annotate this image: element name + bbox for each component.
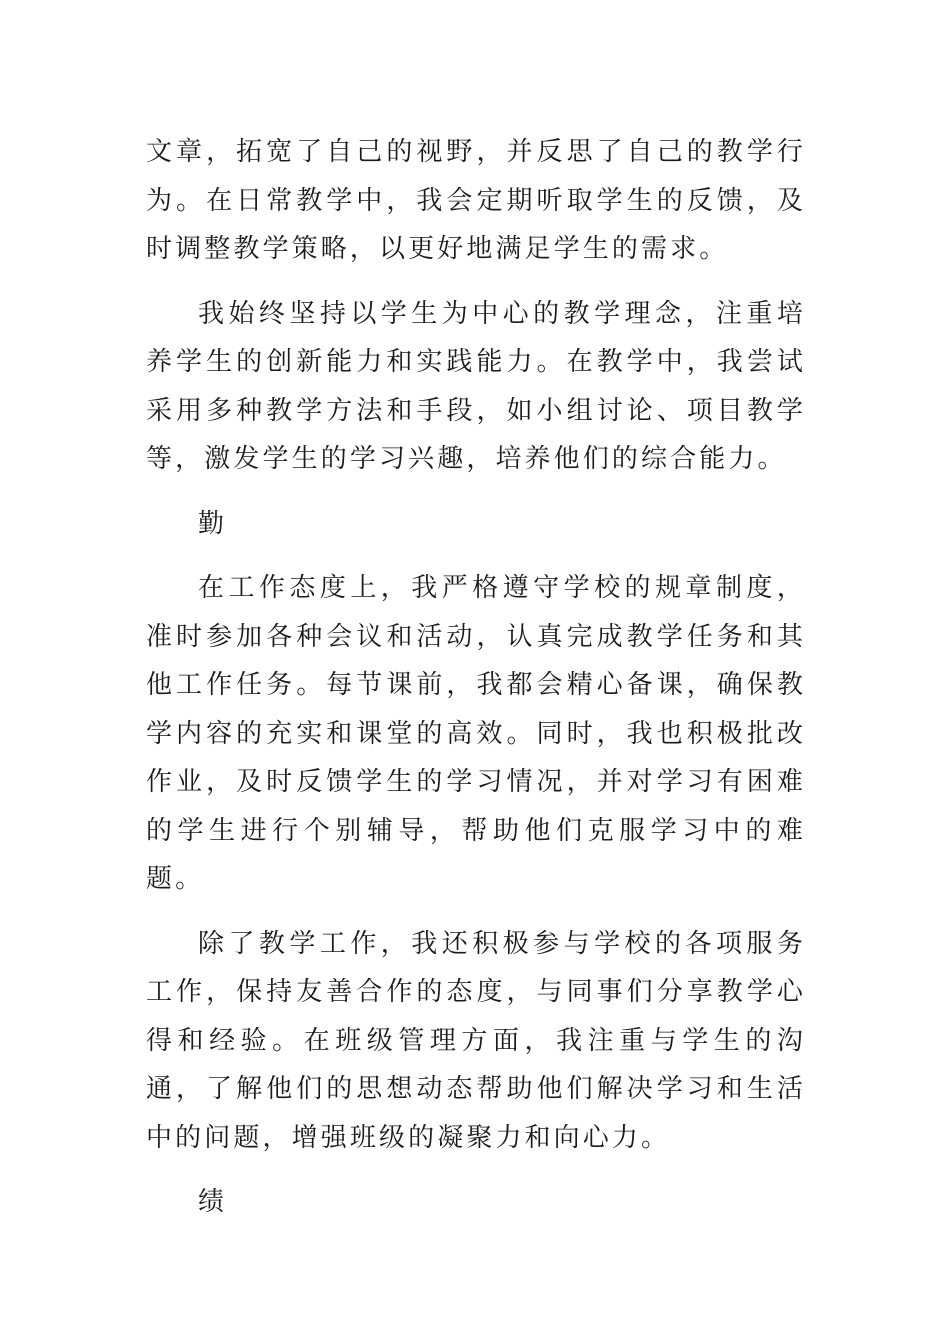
document-body — [146, 128, 806, 1243]
section-heading-diligence: 勤 — [198, 508, 228, 539]
paragraph-teaching-philosophy: 我始终坚持以学生为中心的教学理念，注重培养学生的创新能力和实践能力。在教学中，我尝试采用多种教学方法和手段，如小组讨论、项目教学等，激发学生的学习兴趣，培养他们的综合能力。 — [146, 298, 806, 474]
section-heading-achievement: 绩 — [198, 1187, 228, 1217]
paragraph-work-attitude: 在工作态度上，我严格遵守学校的规章制度，准时参加各种会议和活动，认真完成教学任务和其他工作任务。每节课前，我都会精心备课，确保教学内容的充实和课堂的高效。同时，我也积极批改作业，及时反馈学生的学习情况，并对学习有困难的学生进行个别辅导，帮助他们克服学习中的难题。 — [146, 573, 806, 894]
paragraph-service-work: 除了教学工作，我还积极参与学校的各项服务工作，保持友善合作的态度，与同事们分享教学心得和经验。在班级管理方面，我注重与学生的沟通，了解他们的思想动态帮助他们解决学习和生活中的问题，增强班级的凝聚力和向心力。 — [146, 928, 806, 1153]
paragraph-reflection-continued: 文章，拓宽了自己的视野，并反思了自己的教学行为。在日常教学中，我会定期听取学生的反馈，及时调整教学策略，以更好地满足学生的需求。 — [146, 137, 806, 264]
